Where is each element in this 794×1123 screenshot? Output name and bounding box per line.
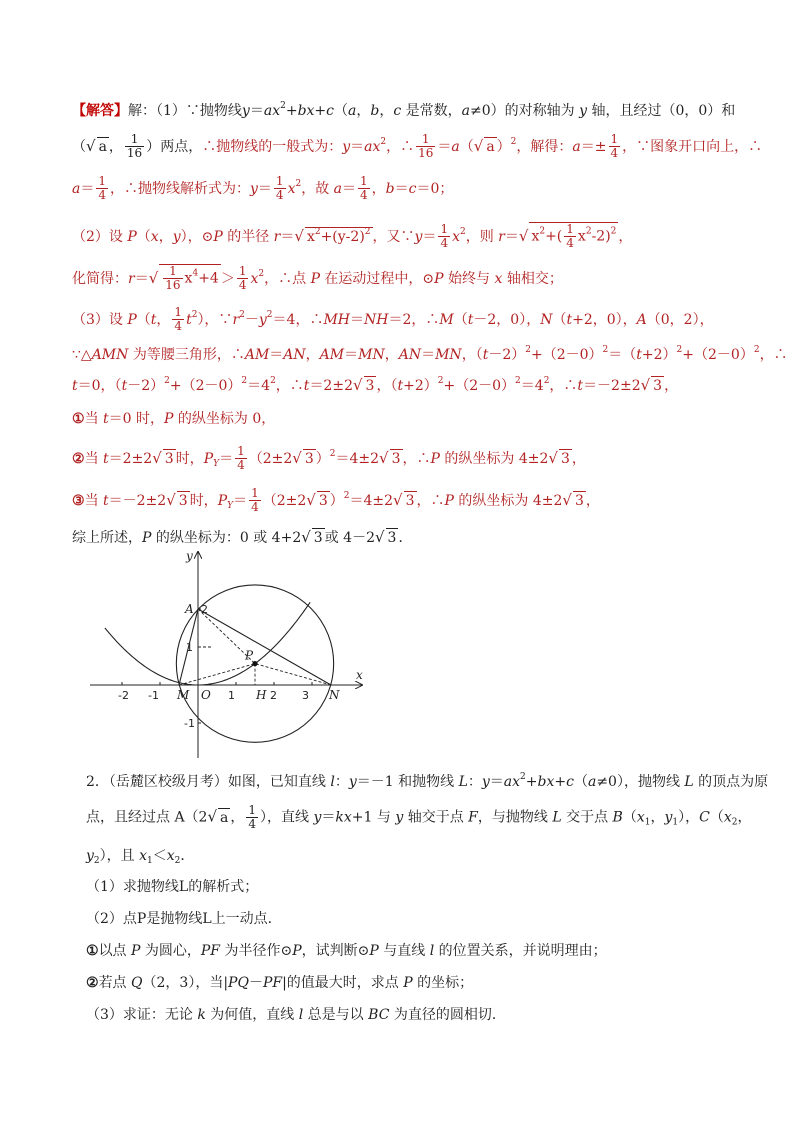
y-tick-label: 2 <box>201 603 208 616</box>
solution-line-1: 【解答】解：（1）∵抛物线$y=ax^2+bx+c(a$，b，c 是常数，a≠0）的对称轴为 y 轴，且经过（0，0）和 <box>72 101 736 119</box>
problem2-stem-1: 2．（岳麓区校级月考）如图，已知直线 l：y＝－1 和抛物线 L：$y=ax^2+bx+c(a\ne 0)$，抛物线 L 的顶点为原 <box>86 772 769 790</box>
solution-line-5: 化简得：r＝√ $\frac{1}{16}$ $x^4+4$ ＞ $\frac{1}{4}$ $x^2$，∴点 P 在运动过程中，⊙P 始终与 x 轴相交； <box>72 264 563 292</box>
x-tick-label: 2 <box>270 689 277 702</box>
summary: 综上所述，P 的纵坐标为：0 或 4+2√ 3 或 4－2√ 3 ． <box>72 528 413 546</box>
x-tick-label: 3 <box>302 689 309 702</box>
solution-line-2: （√ a ， $\frac{1}{16}$ ）两点，∴抛物线的一般式为：$y=ax^2$，∴ $\frac{1}{16}$ ＝a（√ a ）$^2$，解得：a＝± $\frac{1}{4}$ ，∵图象开口向上，∴ <box>72 132 763 160</box>
label-h: H <box>256 688 267 702</box>
problem2-q2: （2）点P是抛物线L上一动点． <box>86 911 282 927</box>
problem2-q1: （1）求抛物线L的解析式； <box>86 879 259 895</box>
solution-line-6: （3）设 P（t， $\frac{1}{4}$ $t^2$），$\because r^2-y^2=4$，∴MH＝NH＝2，∴M（t－2，0），N（t+2，0），A（0，2）， <box>72 305 714 333</box>
y-tick-label: -1 <box>184 717 195 730</box>
solution-line-8: t＝0，$(t-2)^2+(2-0)^2=4^2$，∴t＝2±2√ 3 ，$(t+2)^2+(2-0)^2=4^2$，∴t＝－2±2√ 3 ， <box>72 376 679 394</box>
x-tick-label: -2 <box>118 689 129 702</box>
problem2-stem-2: 点，且经过点 A（2√ a ， $\frac{1}{4}$ ），直线 y＝kx+1 与 y 轴交于点 F，与抛物线 L 交于点 $B(x_1$，$y_1$），$C(x_2$， <box>86 803 752 831</box>
problem2-q2a: ①以点 P 为圆心，PF 为半径作⊙P，试判断⊙P 与直线 l 的位置关系，并说明理由； <box>86 943 607 959</box>
solution-line-4: （2）设 P（x，y），⊙P 的半径 r＝√ $x^2+(y-2)^2$ ，又∵y＝ $\frac{1}{4}$ $x^2$，则 r＝√ $x^2+$( $\frac{1}{4}$ $x^2-2)^2$ ， <box>72 222 633 250</box>
label-m: M <box>177 688 190 702</box>
x-tick-label: 1 <box>228 689 235 702</box>
problem2-stem-3: $y_2$），且 $x_1<x_2$． <box>86 848 195 866</box>
segment-mp <box>179 664 255 685</box>
label-o: O <box>201 688 211 702</box>
solution-line-7: ∵△AMN 为等腰三角形，∴AM＝AN，AM＝MN，AN＝MN，$(t-2)^2+(2-0)^2=(t+2)^2+(2-0)^2$，∴ <box>72 345 788 363</box>
x-axis-label: x <box>356 668 363 682</box>
x-tick-label: -1 <box>148 689 159 702</box>
problem2-q2b: ②若点 Q（2，3），当|PQ－PF|的值最大时，求点 P 的坐标； <box>86 975 474 991</box>
point-p <box>252 661 257 666</box>
y-axis-label: y <box>186 549 193 563</box>
label-a: A <box>185 602 194 616</box>
case-2: ②当 t＝2±2√ 3 时，$P_Y=$ $\frac{1}{4}$ （2±2√ 3 ）$^2$＝4±2√ 3 ，∴P 的纵坐标为 4±2√ 3 ， <box>72 444 586 472</box>
parabola-circle-figure <box>80 546 380 761</box>
label-p: P <box>245 648 254 663</box>
segment-np <box>255 664 331 685</box>
answer-header: 【解答】 <box>72 103 128 119</box>
problem2-q3: （3）求证：无论 k 为何值，直线 l 总是与以 BC 为直径的圆相切． <box>86 1007 506 1023</box>
answer-jie: 解： <box>128 103 156 119</box>
case-3: ③当 t＝－2±2√ 3 时，$P_Y=$ $\frac{1}{4}$ （2±2√ 3 ）$^2$＝4±2√ 3 ，∴P 的纵坐标为 4±2√ 3 ， <box>72 486 600 514</box>
case-1: ①当 t＝0 时，P 的纵坐标为 0， <box>72 411 276 427</box>
label-n: N <box>329 688 340 702</box>
y-tick-label: 1 <box>186 641 193 654</box>
solution-line-3: a＝ $\frac{1}{4}$ ，∴抛物线解析式为：y＝ $\frac{1}{4}$ $x^2$，故 a＝ $\frac{1}{4}$ ，b＝c＝0； <box>72 174 454 202</box>
